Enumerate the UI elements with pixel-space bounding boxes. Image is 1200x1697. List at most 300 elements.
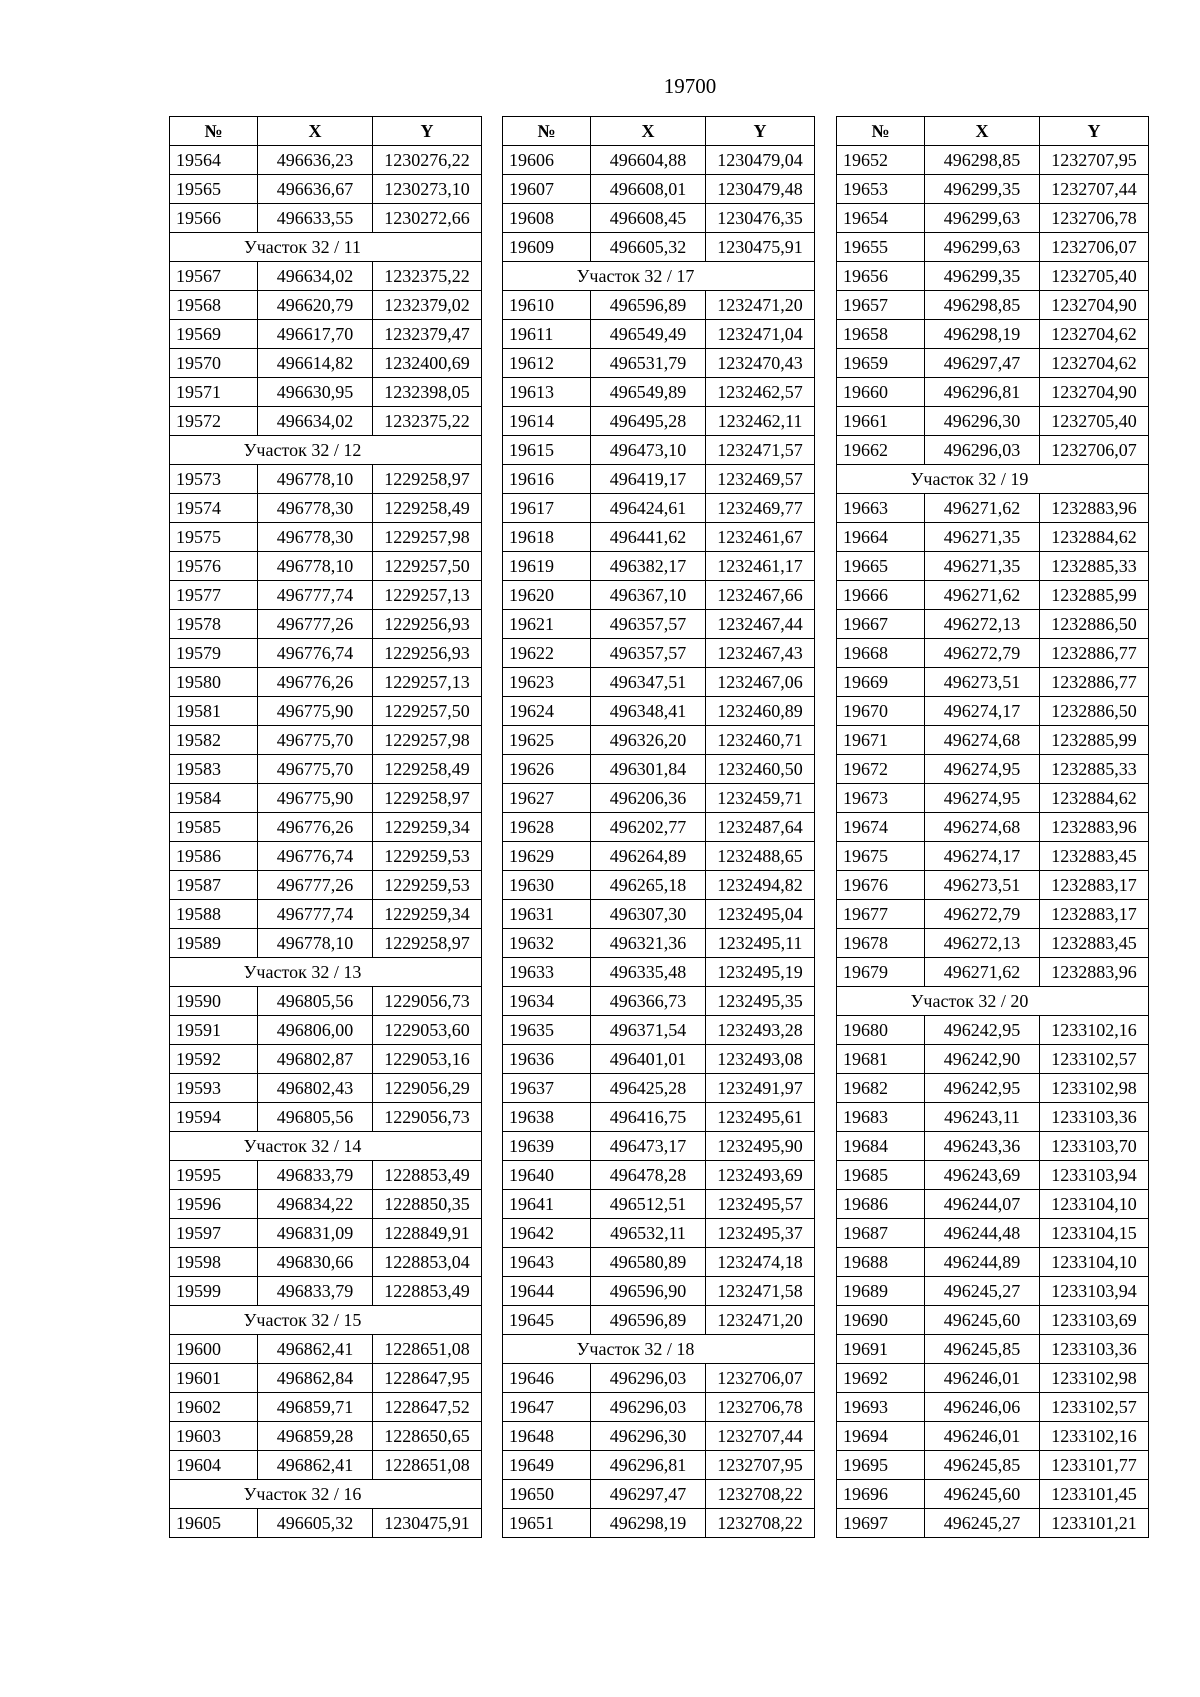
cell-x: 496636,67	[258, 175, 373, 204]
table-row	[503, 581, 815, 610]
section-title-cell	[837, 465, 1149, 494]
cell-num: 19607	[503, 175, 591, 204]
cell-y: 1232469,77	[706, 494, 815, 523]
cell-y: 1232379,02	[373, 291, 482, 320]
cell-num: 19585	[170, 813, 258, 842]
cell-num: 19600	[170, 1335, 258, 1364]
table-row	[503, 233, 815, 262]
table-row	[170, 175, 482, 204]
cell-x: 496473,17	[591, 1132, 706, 1161]
table-row	[170, 1016, 482, 1045]
section-title-cell	[170, 233, 482, 262]
cell-x: 496297,47	[925, 349, 1040, 378]
cell-y: 1228647,95	[373, 1364, 482, 1393]
table-row	[170, 639, 482, 668]
cell-y: 1228853,49	[373, 1277, 482, 1306]
cell-num: 19586	[170, 842, 258, 871]
cell-y: 1232488,65	[706, 842, 815, 871]
cell-y: 1232474,18	[706, 1248, 815, 1277]
cell-x: 496272,79	[925, 639, 1040, 668]
cell-y: 1232471,20	[706, 291, 815, 320]
cell-num: 19570	[170, 349, 258, 378]
cell-x: 496244,89	[925, 1248, 1040, 1277]
cell-x: 496299,63	[925, 204, 1040, 233]
cell-y: 1232379,47	[373, 320, 482, 349]
cell-y: 1232467,06	[706, 668, 815, 697]
cell-x: 496298,19	[591, 1509, 706, 1538]
cell-num: 19682	[837, 1074, 925, 1103]
cell-y: 1232461,17	[706, 552, 815, 581]
cell-y: 1232491,97	[706, 1074, 815, 1103]
cell-y: 1233102,57	[1040, 1045, 1149, 1074]
cell-num: 19603	[170, 1422, 258, 1451]
cell-x: 496531,79	[591, 349, 706, 378]
cell-num: 19669	[837, 668, 925, 697]
section-row	[170, 958, 482, 987]
cell-num: 19635	[503, 1016, 591, 1045]
table-row	[170, 1219, 482, 1248]
cell-x: 496274,17	[925, 842, 1040, 871]
cell-num: 19619	[503, 552, 591, 581]
cell-x: 496347,51	[591, 668, 706, 697]
table-row	[837, 1074, 1149, 1103]
cell-y: 1229257,50	[373, 697, 482, 726]
cell-x: 496834,22	[258, 1190, 373, 1219]
cell-num: 19695	[837, 1451, 925, 1480]
table-row	[503, 900, 815, 929]
cell-num: 19632	[503, 929, 591, 958]
table-row	[170, 1161, 482, 1190]
cell-y: 1232886,50	[1040, 697, 1149, 726]
cell-num: 19677	[837, 900, 925, 929]
table-row	[837, 610, 1149, 639]
cell-num: 19649	[503, 1451, 591, 1480]
cell-y: 1228849,91	[373, 1219, 482, 1248]
cell-num: 19564	[170, 146, 258, 175]
table-header-row	[503, 117, 815, 146]
cell-x: 496425,28	[591, 1074, 706, 1103]
cell-x: 496777,26	[258, 610, 373, 639]
cell-x: 496274,95	[925, 755, 1040, 784]
table-row	[503, 1364, 815, 1393]
cell-num: 19660	[837, 378, 925, 407]
cell-y: 1232460,89	[706, 697, 815, 726]
cell-num: 19625	[503, 726, 591, 755]
table-row	[170, 204, 482, 233]
cell-num: 19656	[837, 262, 925, 291]
cell-num: 19584	[170, 784, 258, 813]
cell-num: 19631	[503, 900, 591, 929]
cell-num: 19571	[170, 378, 258, 407]
header-num: №	[170, 117, 258, 146]
cell-x: 496271,62	[925, 958, 1040, 987]
table-row	[503, 552, 815, 581]
cell-x: 496246,06	[925, 1393, 1040, 1422]
cell-y: 1232470,43	[706, 349, 815, 378]
cell-y: 1232495,37	[706, 1219, 815, 1248]
section-title-cell	[503, 262, 815, 291]
table-row	[170, 494, 482, 523]
cell-y: 1230475,91	[373, 1509, 482, 1538]
cell-x: 496596,89	[591, 1306, 706, 1335]
section-title: Участок 32 / 20	[910, 991, 1029, 1011]
cell-num: 19598	[170, 1248, 258, 1277]
table-row	[837, 291, 1149, 320]
cell-y: 1230479,48	[706, 175, 815, 204]
table-row	[503, 842, 815, 871]
table-row	[837, 320, 1149, 349]
cell-x: 496296,03	[925, 436, 1040, 465]
table-row	[170, 987, 482, 1016]
table-row	[837, 755, 1149, 784]
table-row	[503, 465, 815, 494]
table-row	[503, 1451, 815, 1480]
cell-x: 496776,74	[258, 639, 373, 668]
header-x: X	[591, 117, 706, 146]
cell-num: 19577	[170, 581, 258, 610]
cell-num: 19675	[837, 842, 925, 871]
cell-y: 1233104,15	[1040, 1219, 1149, 1248]
section-title: Участок 32 / 16	[243, 1484, 362, 1504]
cell-x: 496633,55	[258, 204, 373, 233]
table-row	[503, 755, 815, 784]
table-row	[837, 233, 1149, 262]
cell-y: 1229257,13	[373, 581, 482, 610]
cell-num: 19659	[837, 349, 925, 378]
cell-num: 19596	[170, 1190, 258, 1219]
cell-num: 19679	[837, 958, 925, 987]
cell-x: 496608,45	[591, 204, 706, 233]
cell-x: 496495,28	[591, 407, 706, 436]
table-row	[837, 1480, 1149, 1509]
cell-y: 1232375,22	[373, 407, 482, 436]
cell-x: 496806,00	[258, 1016, 373, 1045]
cell-num: 19641	[503, 1190, 591, 1219]
table-row	[503, 1016, 815, 1045]
cell-y: 1232884,62	[1040, 784, 1149, 813]
table-row	[503, 523, 815, 552]
cell-x: 496274,95	[925, 784, 1040, 813]
table-row	[837, 1451, 1149, 1480]
section-row	[170, 1132, 482, 1161]
cell-y: 1232707,95	[706, 1451, 815, 1480]
cell-num: 19697	[837, 1509, 925, 1538]
table-row	[837, 1161, 1149, 1190]
section-row	[837, 465, 1149, 494]
cell-x: 496630,95	[258, 378, 373, 407]
cell-y: 1233102,98	[1040, 1074, 1149, 1103]
cell-num: 19606	[503, 146, 591, 175]
section-title: Участок 32 / 11	[244, 237, 361, 257]
cell-num: 19643	[503, 1248, 591, 1277]
table-row	[170, 523, 482, 552]
cell-num: 19592	[170, 1045, 258, 1074]
table-row	[170, 146, 482, 175]
cell-num: 19688	[837, 1248, 925, 1277]
cell-x: 496271,35	[925, 552, 1040, 581]
table-row	[837, 436, 1149, 465]
cell-num: 19568	[170, 291, 258, 320]
cell-x: 496636,23	[258, 146, 373, 175]
cell-y: 1233104,10	[1040, 1190, 1149, 1219]
table-row	[170, 871, 482, 900]
cell-num: 19674	[837, 813, 925, 842]
cell-y: 1233103,94	[1040, 1277, 1149, 1306]
cell-num: 19576	[170, 552, 258, 581]
table-row	[503, 987, 815, 1016]
table-row	[170, 552, 482, 581]
cell-x: 496416,75	[591, 1103, 706, 1132]
cell-y: 1229258,49	[373, 755, 482, 784]
cell-num: 19662	[837, 436, 925, 465]
table-row	[503, 1190, 815, 1219]
cell-num: 19670	[837, 697, 925, 726]
cell-x: 496634,02	[258, 262, 373, 291]
section-title: Участок 32 / 18	[576, 1339, 695, 1359]
cell-y: 1232706,07	[706, 1364, 815, 1393]
cell-x: 496805,56	[258, 1103, 373, 1132]
cell-y: 1232886,77	[1040, 668, 1149, 697]
table-row	[837, 523, 1149, 552]
cell-num: 19566	[170, 204, 258, 233]
cell-num: 19609	[503, 233, 591, 262]
cell-num: 19610	[503, 291, 591, 320]
cell-y: 1232495,19	[706, 958, 815, 987]
table-row	[503, 407, 815, 436]
cell-x: 496424,61	[591, 494, 706, 523]
cell-num: 19693	[837, 1393, 925, 1422]
section-title-cell	[837, 987, 1149, 1016]
table-row	[170, 813, 482, 842]
section-title: Участок 32 / 15	[243, 1310, 362, 1330]
cell-num: 19578	[170, 610, 258, 639]
cell-x: 496335,48	[591, 958, 706, 987]
table-row	[503, 436, 815, 465]
table-row	[837, 813, 1149, 842]
cell-y: 1228850,35	[373, 1190, 482, 1219]
table-row	[170, 1190, 482, 1219]
cell-x: 496244,07	[925, 1190, 1040, 1219]
cell-num: 19614	[503, 407, 591, 436]
table-row	[503, 1480, 815, 1509]
cell-x: 496307,30	[591, 900, 706, 929]
cell-x: 496243,11	[925, 1103, 1040, 1132]
cell-x: 496776,74	[258, 842, 373, 871]
cell-num: 19665	[837, 552, 925, 581]
cell-y: 1232883,45	[1040, 929, 1149, 958]
cell-x: 496242,95	[925, 1016, 1040, 1045]
cell-num: 19636	[503, 1045, 591, 1074]
cell-x: 496532,11	[591, 1219, 706, 1248]
cell-y: 1232493,08	[706, 1045, 815, 1074]
table-row	[837, 784, 1149, 813]
cell-y: 1230475,91	[706, 233, 815, 262]
table-row	[503, 1509, 815, 1538]
cell-y: 1232883,96	[1040, 494, 1149, 523]
cell-x: 496296,81	[591, 1451, 706, 1480]
cell-x: 496245,27	[925, 1509, 1040, 1538]
cell-x: 496296,03	[591, 1393, 706, 1422]
cell-x: 496245,60	[925, 1480, 1040, 1509]
cell-x: 496802,87	[258, 1045, 373, 1074]
cell-num: 19573	[170, 465, 258, 494]
cell-x: 496419,17	[591, 465, 706, 494]
cell-y: 1232400,69	[373, 349, 482, 378]
cell-y: 1233101,77	[1040, 1451, 1149, 1480]
cell-y: 1232704,62	[1040, 349, 1149, 378]
cell-num: 19666	[837, 581, 925, 610]
cell-y: 1232495,90	[706, 1132, 815, 1161]
header-y: Y	[1040, 117, 1149, 146]
cell-y: 1232467,43	[706, 639, 815, 668]
table-row	[837, 378, 1149, 407]
cell-y: 1229257,13	[373, 668, 482, 697]
table-row	[503, 1074, 815, 1103]
table-row	[837, 175, 1149, 204]
section-title: Участок 32 / 17	[576, 266, 695, 286]
cell-num: 19647	[503, 1393, 591, 1422]
cell-y: 1229053,16	[373, 1045, 482, 1074]
cell-y: 1232883,96	[1040, 958, 1149, 987]
cell-x: 496274,68	[925, 813, 1040, 842]
table-row	[837, 1509, 1149, 1538]
cell-x: 496273,51	[925, 871, 1040, 900]
coordinates-table-3	[836, 116, 1149, 1538]
cell-x: 496777,74	[258, 900, 373, 929]
cell-x: 496862,84	[258, 1364, 373, 1393]
cell-x: 496775,70	[258, 726, 373, 755]
cell-num: 19694	[837, 1422, 925, 1451]
cell-y: 1232471,04	[706, 320, 815, 349]
cell-num: 19663	[837, 494, 925, 523]
cell-y: 1232885,33	[1040, 755, 1149, 784]
cell-num: 19651	[503, 1509, 591, 1538]
cell-y: 1228651,08	[373, 1335, 482, 1364]
cell-y: 1232462,11	[706, 407, 815, 436]
table-row	[837, 407, 1149, 436]
table-row	[837, 1103, 1149, 1132]
page-number: 19700	[663, 74, 717, 98]
cell-num: 19581	[170, 697, 258, 726]
cell-y: 1232886,77	[1040, 639, 1149, 668]
cell-num: 19594	[170, 1103, 258, 1132]
cell-y: 1232708,22	[706, 1480, 815, 1509]
table-row	[503, 871, 815, 900]
section-title-cell	[170, 436, 482, 465]
table-row	[503, 697, 815, 726]
cell-y: 1229257,98	[373, 523, 482, 552]
cell-x: 496243,36	[925, 1132, 1040, 1161]
cell-num: 19602	[170, 1393, 258, 1422]
table-row	[837, 1045, 1149, 1074]
cell-x: 496296,81	[925, 378, 1040, 407]
table-row	[170, 842, 482, 871]
cell-num: 19582	[170, 726, 258, 755]
cell-num: 19668	[837, 639, 925, 668]
table-row	[170, 784, 482, 813]
table-row	[837, 668, 1149, 697]
cell-num: 19595	[170, 1161, 258, 1190]
cell-y: 1232469,57	[706, 465, 815, 494]
cell-y: 1232460,71	[706, 726, 815, 755]
cell-x: 496859,71	[258, 1393, 373, 1422]
cell-num: 19650	[503, 1480, 591, 1509]
table-row	[837, 1219, 1149, 1248]
table-row	[503, 1219, 815, 1248]
table-row	[170, 378, 482, 407]
cell-x: 496246,01	[925, 1364, 1040, 1393]
cell-x: 496274,17	[925, 697, 1040, 726]
cell-x: 496242,90	[925, 1045, 1040, 1074]
cell-x: 496614,82	[258, 349, 373, 378]
cell-y: 1232471,20	[706, 1306, 815, 1335]
cell-num: 19591	[170, 1016, 258, 1045]
cell-x: 496777,74	[258, 581, 373, 610]
cell-num: 19680	[837, 1016, 925, 1045]
table-row	[170, 465, 482, 494]
cell-x: 496301,84	[591, 755, 706, 784]
cell-y: 1233103,36	[1040, 1335, 1149, 1364]
cell-x: 496206,36	[591, 784, 706, 813]
section-row	[170, 1306, 482, 1335]
cell-x: 496371,54	[591, 1016, 706, 1045]
cell-x: 496830,66	[258, 1248, 373, 1277]
cell-x: 496298,85	[925, 291, 1040, 320]
cell-y: 1229259,53	[373, 842, 482, 871]
cell-x: 496617,70	[258, 320, 373, 349]
cell-x: 496298,85	[925, 146, 1040, 175]
cell-num: 19604	[170, 1451, 258, 1480]
cell-x: 496833,79	[258, 1277, 373, 1306]
table-row	[170, 1277, 482, 1306]
table-row	[503, 813, 815, 842]
cell-x: 496299,35	[925, 175, 1040, 204]
cell-x: 496271,62	[925, 494, 1040, 523]
cell-x: 496833,79	[258, 1161, 373, 1190]
table-row	[170, 1103, 482, 1132]
table-row	[837, 1422, 1149, 1451]
table-row	[170, 900, 482, 929]
cell-x: 496605,32	[258, 1509, 373, 1538]
cell-num: 19623	[503, 668, 591, 697]
table-row	[503, 1277, 815, 1306]
cell-x: 496478,28	[591, 1161, 706, 1190]
header-num: №	[837, 117, 925, 146]
cell-x: 496634,02	[258, 407, 373, 436]
cell-x: 496776,26	[258, 668, 373, 697]
cell-num: 19664	[837, 523, 925, 552]
cell-y: 1232462,57	[706, 378, 815, 407]
cell-num: 19588	[170, 900, 258, 929]
cell-y: 1228647,52	[373, 1393, 482, 1422]
cell-num: 19567	[170, 262, 258, 291]
table-row	[170, 320, 482, 349]
table-row	[170, 1045, 482, 1074]
cell-x: 496271,35	[925, 523, 1040, 552]
table-row	[170, 1248, 482, 1277]
cell-num: 19621	[503, 610, 591, 639]
table-row	[837, 1393, 1149, 1422]
cell-y: 1232704,62	[1040, 320, 1149, 349]
cell-num: 19653	[837, 175, 925, 204]
cell-x: 496321,36	[591, 929, 706, 958]
cell-y: 1230476,35	[706, 204, 815, 233]
section-title-cell	[503, 1335, 815, 1364]
table-row	[170, 755, 482, 784]
cell-num: 19642	[503, 1219, 591, 1248]
cell-x: 496778,30	[258, 523, 373, 552]
section-title-cell	[170, 1132, 482, 1161]
